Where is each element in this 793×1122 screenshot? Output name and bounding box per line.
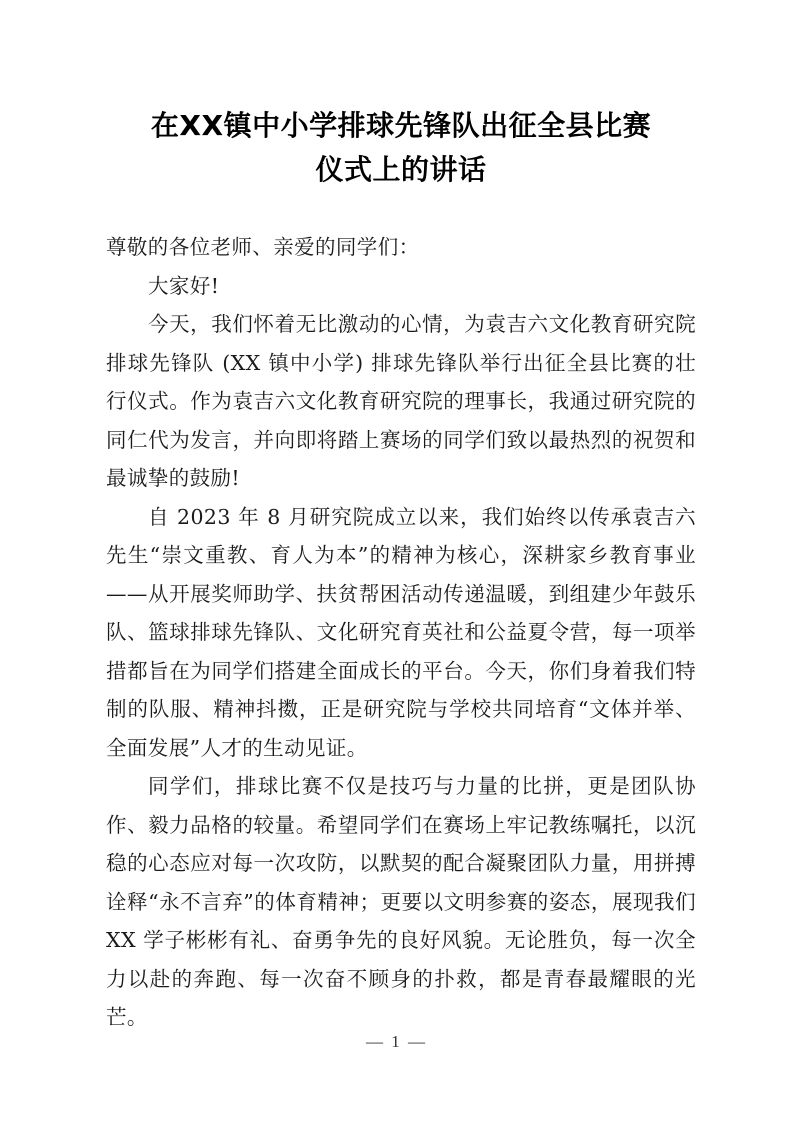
paragraph-3: 同学们，排球比赛不仅是技巧与力量的比拼，更是团队协作、毅力品格的较量。希望同学们在赛场上牢记教练嘱托，以沉稳的心态应对每一次攻防，以默契的配合凝聚团队力量，用拼搏诠释“永不言弃”的体育精神；更要以文明参赛的姿态，展现我们 XX 学子彬彬有礼、奋勇争先的良好风貌。无论胜负，每一次全力以赴的奔跑、每一次奋不顾身的扑救，都是青春最耀眼的光芒。 <box>106 774 696 1029</box>
page-title-line-2: 仪式上的讲话 <box>315 153 487 186</box>
salutation-line: 尊敬的各位老师、亲爱的同学们： <box>106 235 420 259</box>
paragraph-1: 今天，我们怀着无比激动的心情，为袁吉六文化教育研究院排球先锋队 (XX 镇中小学) 排球先锋队举行出征全县比赛的壮行仪式。作为袁吉六文化教育研究院的理事长，我通过研究院的同仁代为发言，并向即将踏上赛场的同学们致以最热烈的祝贺和最诚挚的鼓励! <box>106 312 696 490</box>
page-footer <box>0 1032 793 1052</box>
page-title <box>106 0 696 192</box>
paragraph-2: 自 2023 年 8 月研究院成立以来，我们始终以传承袁吉六先生“崇文重教、育人为本”的精神为核心，深耕家乡教育事业——从开展奖师助学、扶贫帮困活动传递温暖，到组建少年鼓乐队、篮球排球先锋队、文化研究育英社和公益夏令营，每一项举措都旨在为同学们搭建全面成长的平台。今天，你们身着我们特制的队服、精神抖擞，正是研究院与学校共同培育“文体并举、全面发展”人才的生动见证。 <box>106 504 696 760</box>
page-number: — 1 — <box>366 1032 427 1051</box>
document-body <box>106 228 696 1037</box>
page-title-line-1: 在XX镇中小学排球先锋队出征全县比赛 <box>150 109 652 142</box>
document-content <box>106 0 696 1037</box>
greeting-line: 大家好! <box>148 273 220 298</box>
